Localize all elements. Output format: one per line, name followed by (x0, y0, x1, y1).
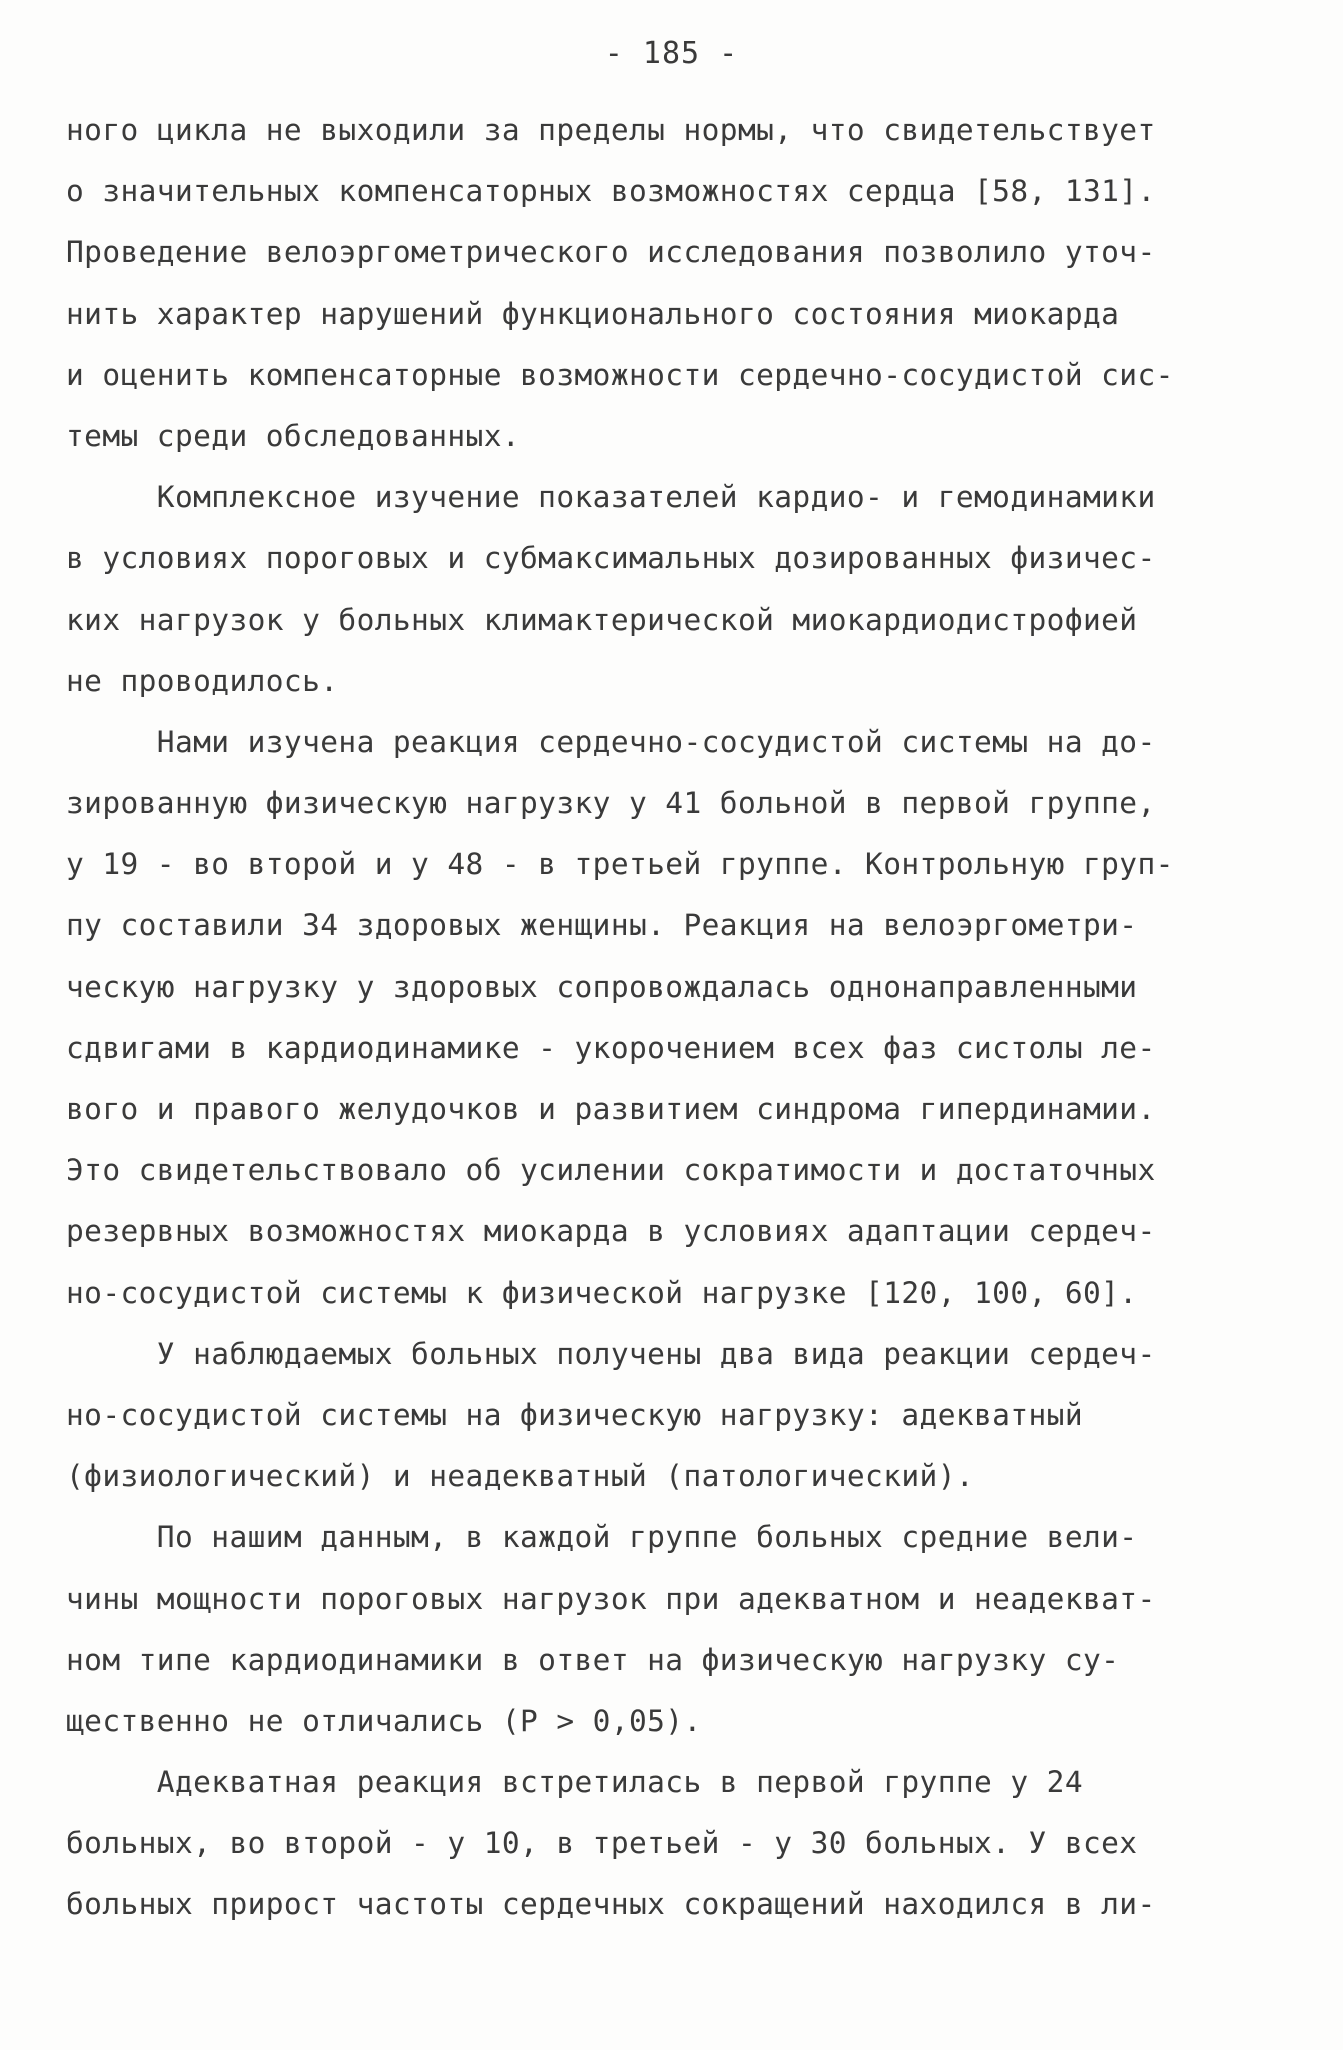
text-line: темы среди обследованных. (66, 418, 521, 453)
text-line: ном типе кардиодинамики в ответ на физическую нагрузку су- (66, 1642, 1120, 1677)
text-line: Нами изучена реакция сердечно-сосудистой системы на до- (66, 724, 1156, 759)
text-line: ческую нагрузку у здоровых сопровождалась однонаправленными (66, 969, 1138, 1004)
text-line: не проводилось. (66, 663, 339, 698)
text-line: зированную физическую нагрузку у 41 больной в первой группе, (66, 786, 1156, 821)
text-line: По нашим данным, в каждой группе больных средние вели- (66, 1520, 1138, 1555)
text-line: больных прирост частоты сердечных сокращений находился в ли- (66, 1887, 1156, 1922)
text-line: больных, во второй - у 10, в третьей - у 30 больных. У всех (66, 1826, 1138, 1861)
text-line: о значительных компенсаторных возможностях сердца [58, 131]. (66, 174, 1156, 209)
text-line: вого и правого желудочков и развитием синдрома гипердинамии. (66, 1092, 1156, 1126)
text-line: (физиологический) и неадекватный (патологический). (66, 1459, 975, 1494)
text-line: Это свидетельствовало об усилении сократимости и достаточных (66, 1153, 1156, 1188)
text-line: в условиях пороговых и субмаксимальных дозированных физичес- (66, 541, 1156, 576)
text-line: Проведение велоэргометрического исследования позволило уточ- (66, 235, 1156, 270)
text-line: ких нагрузок у больных климактерической миокардиодистрофией (66, 602, 1138, 637)
text-line: и оценить компенсаторные возможности сердечно-сосудистой сис- (66, 357, 1174, 392)
text-line: Комплексное изучение показателей кардио- и гемодинамики (66, 480, 1156, 515)
text-line: у 19 - во второй и у 48 - в третьей группе. Контрольную груп- (66, 847, 1174, 882)
page-number: - 185 - (604, 36, 739, 71)
text-line: сдвигами в кардиодинамике - укорочением всех фаз систолы ле- (66, 1030, 1156, 1065)
text-line: резервных возможностях миокарда в условиях адаптации сердеч- (66, 1214, 1156, 1249)
text-line: ного цикла не выходили за пределы нормы, что свидетельствует (66, 113, 1156, 147)
text-line: У наблюдаемых больных получены два вида реакции сердеч- (66, 1336, 1156, 1371)
text-line: нить характер нарушений функционального состояния миокарда (66, 296, 1120, 331)
text-line: Адекватная реакция встретилась в первой группе у 24 (66, 1765, 1083, 1800)
text-line: но-сосудистой системы на физическую нагрузку: адекватный (66, 1397, 1083, 1432)
text-line: пу составили 34 здоровых женщины. Реакция на велоэргометри- (66, 908, 1138, 943)
text-line: щественно не отличались (Р > 0,05). (66, 1703, 702, 1738)
text-line: но-сосудистой системы к физической нагрузке [120, 100, 60]. (66, 1275, 1138, 1310)
text-line: чины мощности пороговых нагрузок при адекватном и неадекват- (66, 1581, 1156, 1616)
body-text (66, 100, 1286, 1936)
